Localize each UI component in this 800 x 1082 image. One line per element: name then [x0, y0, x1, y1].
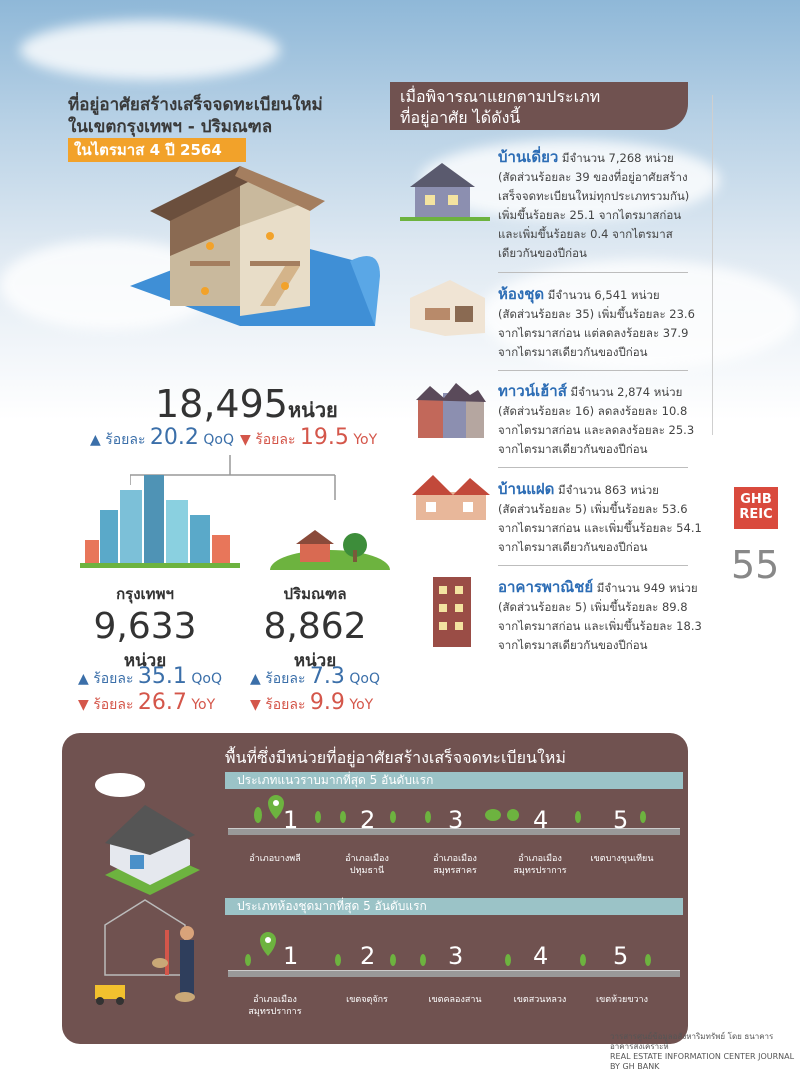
- type-shophouse-line: จากไตรมาสเดียวกันของปีก่อน: [498, 638, 648, 652]
- city-illustration: [80, 470, 240, 570]
- bangkok-qoq: [78, 664, 222, 690]
- bangkok-qoq-label: QoQ: [191, 671, 222, 687]
- bangkok-value: 9,633: [93, 606, 197, 647]
- type-condo-line: (สัดส่วนร้อยละ 35) เพิ่มขึ้นร้อยละ 23.6: [498, 307, 695, 321]
- journal-footer: [610, 1032, 800, 1072]
- main-title-line1: ที่อยู่อาศัยสร้างเสร็จจดทะเบียนใหม่: [68, 95, 323, 115]
- type-detached-name: บ้านเดี่ยว: [498, 148, 559, 166]
- rank-number: 1: [283, 806, 299, 834]
- type-townhouse-line: มีจำนวน 2,874 หน่วย: [566, 385, 683, 399]
- type-twin-line: (สัดส่วนร้อยละ 5) เพิ่มขึ้นร้อยละ 53.6: [498, 502, 688, 516]
- footer-line2: REAL ESTATE INFORMATION CENTER JOURNAL BY GH BANK: [610, 1052, 795, 1071]
- rank-number: 5: [613, 942, 629, 970]
- type-condo-name: ห้องชุด: [498, 285, 545, 303]
- type-townhouse-name: ทาวน์เฮ้าส์: [498, 382, 567, 400]
- shophouse-icon: [425, 572, 480, 652]
- total-unit: หน่วย: [287, 398, 338, 422]
- type-twin-line: จากไตรมาสก่อน และเพิ่มขึ้นร้อยละ 54.1: [498, 521, 702, 535]
- vicinity-yoy-value: 9.9: [309, 690, 345, 715]
- type-detached-line: เดียวกันของปีก่อน: [498, 246, 587, 260]
- total-qoq-value: 20.2: [149, 425, 199, 450]
- total-yoy-label: YoY: [353, 432, 378, 448]
- type-detached-line: (สัดส่วนร้อยละ 39 ของที่อยู่อาศัยสร้าง: [498, 170, 688, 184]
- area-name-line1: อำเภอบางพลี: [249, 854, 301, 864]
- condo-room-icon: [405, 278, 490, 338]
- chevron-down-icon: ▼: [240, 432, 251, 448]
- area-name: [500, 994, 580, 1006]
- main-title: [68, 94, 323, 138]
- vicinity-yoy-prefix: ร้อยละ: [265, 697, 306, 713]
- top-areas-title: พื้นที่ซึ่งมีหน่วยที่อยู่อาศัยสร้างเสร็จจดทะเบียนใหม่: [225, 748, 566, 767]
- chevron-up-icon: ▲: [78, 671, 89, 687]
- page-number: 55: [731, 543, 780, 587]
- vicinity-qoq: [250, 664, 380, 690]
- vicinity-qoq-prefix: ร้อยละ: [265, 671, 306, 687]
- chevron-up-icon: ▲: [90, 432, 101, 448]
- type-twin-line: จากไตรมาสเดียวกันของปีก่อน: [498, 540, 648, 554]
- type-shophouse-line: (สัดส่วนร้อยละ 5) เพิ่มขึ้นร้อยละ 89.8: [498, 600, 688, 614]
- vicinity-yoy: [250, 690, 373, 716]
- type-condo-line: จากไตรมาสเดียวกันของปีก่อน: [498, 345, 648, 359]
- type-detached: [498, 148, 708, 263]
- rank-number: 1: [283, 942, 299, 970]
- construction-house-illustration: [110, 166, 390, 336]
- total-units: [155, 382, 338, 426]
- ghb-reic-logo: [734, 487, 778, 529]
- rank-number: 2: [360, 942, 376, 970]
- vicinity-value: 8,862: [263, 606, 367, 647]
- bangkok-block: [70, 582, 220, 674]
- suburb-house-illustration: [270, 520, 390, 570]
- vicinity-qoq-label: QoQ: [349, 671, 380, 687]
- bangkok-qoq-prefix: ร้อยละ: [93, 671, 134, 687]
- area-name: [582, 853, 662, 865]
- type-twin-name: บ้านแฝด: [498, 480, 555, 498]
- rank-number: 4: [533, 942, 549, 970]
- total-value: 18,495: [155, 382, 288, 426]
- type-section-header: [390, 82, 688, 130]
- horizontal-ranking-bar: ประเภทแนวราบมากที่สุด 5 อันดับแรก: [225, 772, 683, 789]
- area-name: [235, 853, 315, 865]
- area-name-line1: อำเภอเมือง: [345, 854, 389, 864]
- type-shophouse-line: จากไตรมาสก่อน และเพิ่มขึ้นร้อยละ 18.3: [498, 619, 702, 633]
- area-name: [415, 853, 495, 877]
- vicinity-qoq-value: 7.3: [309, 664, 345, 689]
- total-yoy: [240, 425, 377, 451]
- type-townhouse-line: จากไตรมาสเดียวกันของปีก่อน: [498, 442, 648, 456]
- area-name: [415, 994, 495, 1006]
- area-name-line1: อำเภอเมือง: [253, 995, 297, 1005]
- rank-number: 2: [360, 806, 376, 834]
- area-name: [582, 994, 662, 1006]
- type-separator: [498, 467, 688, 468]
- total-qoq: [90, 425, 234, 451]
- area-name-line1: เขตห้วยขวาง: [596, 995, 648, 1005]
- bangkok-yoy-label: YoY: [191, 697, 216, 713]
- type-detached-line: และเพิ่มขึ้นร้อยละ 0.4 จากไตรมาส: [498, 227, 673, 241]
- twin-house-icon: [408, 470, 493, 525]
- type-section-header-line1: เมื่อพิจารณาแยกตามประเภท: [400, 87, 601, 106]
- type-section-header-line2: ที่อยู่อาศัย ได้ดังนี้: [400, 108, 521, 127]
- vicinity-unit: หน่วย: [293, 651, 337, 671]
- area-name-line2: ปทุมธานี: [349, 866, 385, 876]
- footer-line1: วารสารศูนย์ข้อมูลอสังหาริมทรัพย์ โดย ธนาคารอาคารสงเคราะห์: [610, 1032, 774, 1051]
- type-townhouse-line: จากไตรมาสก่อน และลดลงร้อยละ 25.3: [498, 423, 695, 437]
- type-shophouse-line: มีจำนวน 949 หน่วย: [593, 581, 698, 595]
- area-name-line1: เขตจตุจักร: [346, 995, 388, 1005]
- area-name: [500, 853, 580, 877]
- quarter-badge: ในไตรมาส 4 ปี 2564: [68, 138, 246, 162]
- vertical-divider: [712, 95, 713, 435]
- logo-line2: REIC: [739, 507, 773, 522]
- total-yoy-value: 19.5: [299, 425, 349, 450]
- vicinity-name: ปริมณฑล: [283, 585, 347, 603]
- main-title-line2: ในเขตกรุงเทพฯ - ปริมณฑล: [68, 117, 273, 137]
- area-name-line1: เขตคลองสาน: [428, 995, 482, 1005]
- vicinity-yoy-label: YoY: [349, 697, 374, 713]
- type-condo-line: มีจำนวน 6,541 หน่วย: [544, 288, 660, 302]
- architect-sketch-illustration: [85, 885, 210, 1025]
- type-shophouse: [498, 578, 708, 655]
- type-shophouse-name: อาคารพาณิชย์: [498, 578, 594, 596]
- condo-ranking-bar: ประเภทห้องชุดมากที่สุด 5 อันดับแรก: [225, 898, 683, 915]
- chevron-down-icon: ▼: [78, 697, 89, 713]
- house-model-illustration: [85, 765, 210, 895]
- logo-line1: GHB: [740, 492, 772, 507]
- rank-number: 5: [613, 806, 629, 834]
- chevron-up-icon: ▲: [250, 671, 261, 687]
- type-townhouse: [498, 382, 708, 459]
- bangkok-yoy-value: 26.7: [137, 690, 187, 715]
- area-name-line1: เขตสวนหลวง: [513, 995, 567, 1005]
- total-qoq-prefix: ร้อยละ: [105, 432, 146, 448]
- bangkok-yoy: [78, 690, 215, 716]
- area-name: [327, 853, 407, 877]
- chevron-down-icon: ▼: [250, 697, 261, 713]
- total-yoy-prefix: ร้อยละ: [255, 432, 296, 448]
- type-condo-line: จากไตรมาสก่อน แต่ลดลงร้อยละ 37.9: [498, 326, 689, 340]
- condo-ranking-road: [228, 970, 680, 977]
- vicinity-block: [240, 582, 390, 674]
- area-name-line2: สมุทรปราการ: [513, 866, 567, 876]
- map-pin-icon: [260, 932, 276, 956]
- area-name-line1: อำเภอเมือง: [433, 854, 477, 864]
- bangkok-qoq-value: 35.1: [137, 664, 187, 689]
- cloud-decoration: [20, 20, 280, 80]
- type-condo: [498, 285, 708, 362]
- type-townhouse-line: (สัดส่วนร้อยละ 16) ลดลงร้อยละ 10.8: [498, 404, 688, 418]
- area-name-line1: อำเภอเมือง: [518, 854, 562, 864]
- type-detached-line: มีจำนวน 7,268 หน่วย: [558, 151, 674, 165]
- bangkok-yoy-prefix: ร้อยละ: [93, 697, 134, 713]
- townhouse-icon: [408, 378, 488, 443]
- type-detached-line: เสร็จจดทะเบียนใหม่ทุกประเภทรวมกัน): [498, 189, 690, 203]
- area-name: [235, 994, 315, 1018]
- type-twin: [498, 480, 708, 557]
- map-pin-icon: [268, 795, 284, 819]
- rank-number: 3: [448, 806, 464, 834]
- rank-number: 3: [448, 942, 464, 970]
- type-twin-line: มีจำนวน 863 หน่วย: [554, 483, 659, 497]
- bangkok-name: กรุงเทพฯ: [116, 585, 174, 603]
- total-qoq-label: QoQ: [203, 432, 234, 448]
- bangkok-unit: หน่วย: [123, 651, 167, 671]
- area-name: [327, 994, 407, 1006]
- area-name-line2: สมุทรสาคร: [433, 866, 477, 876]
- type-detached-line: เพิ่มขึ้นร้อยละ 25.1 จากไตรมาสก่อน: [498, 208, 682, 222]
- type-separator: [498, 272, 688, 273]
- area-name-line2: สมุทรปราการ: [248, 1007, 302, 1017]
- rank-number: 4: [533, 806, 549, 834]
- type-separator: [498, 370, 688, 371]
- detached-house-icon: [400, 155, 490, 225]
- area-name-line1: เขตบางขุนเทียน: [590, 854, 654, 864]
- type-separator: [498, 565, 688, 566]
